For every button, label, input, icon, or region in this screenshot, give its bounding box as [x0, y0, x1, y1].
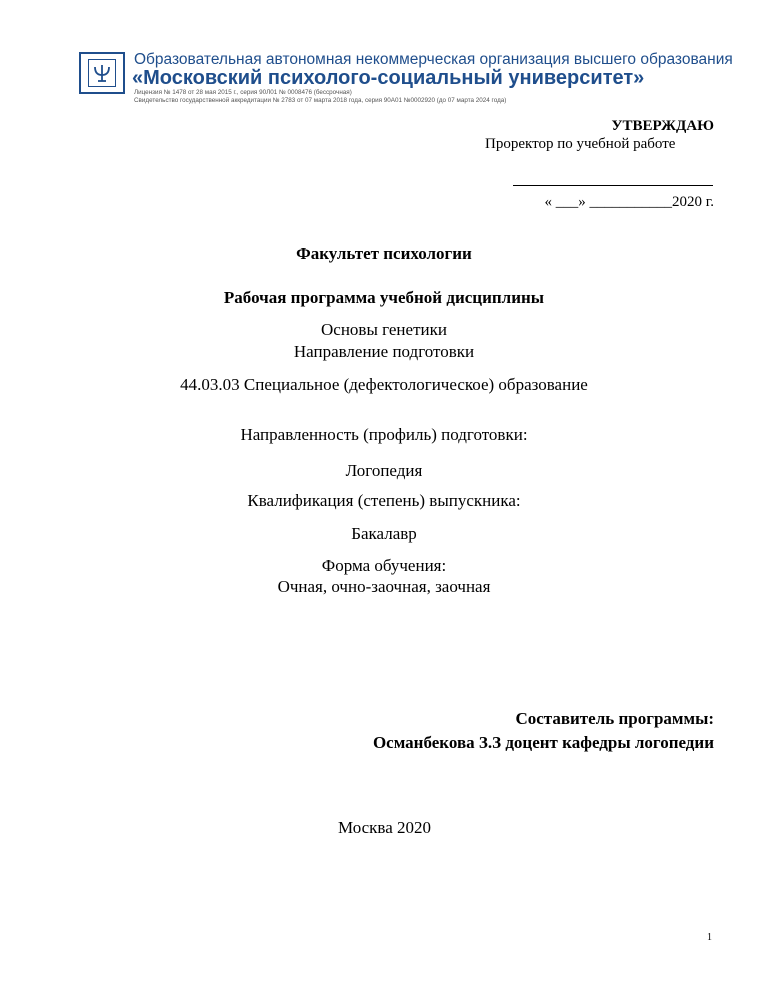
- city-year: Москва 2020: [338, 818, 432, 837]
- university-logo: [79, 52, 125, 94]
- direction-label: Направление подготовки: [293, 342, 475, 361]
- license-info: Лицензия № 1478 от 28 мая 2015 г., серия 90Л01 № 0008476 (бессрочная): [134, 89, 352, 96]
- author-label: Составитель программы:: [515, 709, 714, 728]
- accreditation-info: Свидетельство государственной аккредитации № 2783 от 07 марта 2018 года, серия 90А01 №0002920 (до 07 марта 2024 года): [134, 97, 507, 104]
- university-name: «Московский психолого-социальный университет»: [132, 67, 645, 89]
- profile-value: Логопедия: [345, 461, 423, 480]
- study-form-label: Форма обучения:: [321, 556, 447, 575]
- program-title: Рабочая программа учебной дисциплины: [223, 288, 545, 307]
- psi-emblem-icon: [88, 59, 116, 87]
- profile-label: Направленность (профиль) подготовки:: [240, 425, 528, 444]
- approval-title: УТВЕРЖДАЮ: [611, 118, 714, 134]
- organization-type: Образовательная автономная некоммерческая организация высшего образования: [134, 51, 733, 68]
- approval-date: « ___» ___________2020 г.: [544, 194, 714, 210]
- qualification-label: Квалификация (степень) выпускника:: [247, 491, 521, 510]
- discipline-name: Основы генетики: [321, 320, 447, 339]
- direction-value: 44.03.03 Специальное (дефектологическое) образование: [180, 375, 588, 394]
- signature-line: [513, 185, 713, 186]
- page-number: 1: [707, 932, 712, 943]
- faculty-title: Факультет психологии: [296, 244, 472, 263]
- study-form-value: Очная, очно-заочная, заочная: [277, 577, 491, 596]
- author-name: Османбекова З.З доцент кафедры логопедии: [372, 733, 714, 752]
- qualification-value: Бакалавр: [351, 524, 417, 543]
- approver-position: Проректор по учебной работе: [485, 136, 676, 152]
